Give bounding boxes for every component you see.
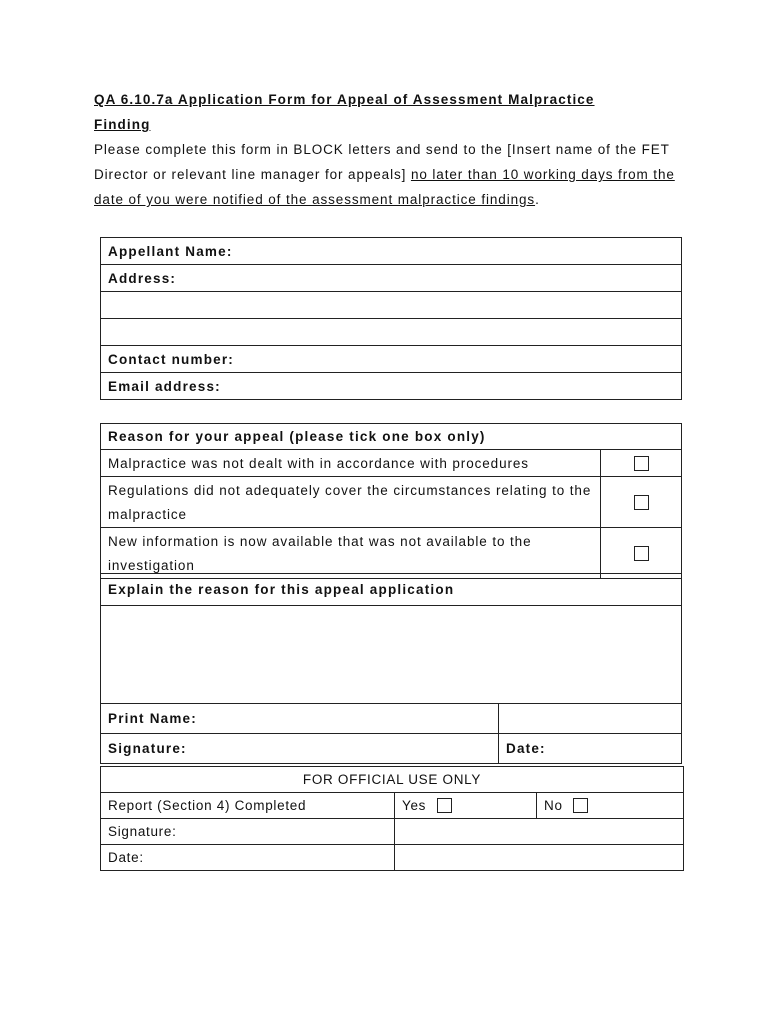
official-date-label: Date: bbox=[101, 845, 395, 871]
report-no-label: No bbox=[544, 797, 563, 813]
form-instructions bbox=[94, 137, 684, 212]
reason-option-1-cell bbox=[601, 450, 682, 477]
reason-option-3-cell bbox=[601, 528, 682, 579]
instructions-text: Please complete this form in BLOCK letters and send to the [Insert name of the FET Director or relevant line manager for appeals] bbox=[94, 142, 670, 182]
official-signature-field[interactable] bbox=[395, 819, 684, 845]
contact-number-field[interactable]: Contact number: bbox=[101, 346, 682, 373]
date-field[interactable]: Date: bbox=[499, 734, 682, 764]
address-line-3[interactable] bbox=[101, 319, 682, 346]
explanation-table bbox=[100, 573, 682, 764]
reason-option-2: Regulations did not adequately cover the circumstances relating to the malpractice bbox=[101, 477, 601, 528]
report-yes-checkbox[interactable] bbox=[437, 798, 452, 813]
print-name-field[interactable]: Print Name: bbox=[101, 704, 499, 734]
report-yes-label: Yes bbox=[402, 797, 427, 813]
reason-option-2-checkbox[interactable] bbox=[634, 495, 649, 510]
email-address-field[interactable]: Email address: bbox=[101, 373, 682, 400]
explanation-text-area[interactable] bbox=[101, 606, 682, 704]
appeal-reason-table bbox=[100, 423, 682, 579]
official-date-field[interactable] bbox=[395, 845, 684, 871]
instructions-deadline: no later than 10 working days from the date of you were notified of the assessment malpractice findings bbox=[94, 167, 675, 207]
form-title: QA 6.10.7a Application Form for Appeal of Assessment Malpractice Finding bbox=[94, 92, 595, 132]
official-signature-label: Signature: bbox=[101, 819, 395, 845]
reason-option-2-cell bbox=[601, 477, 682, 528]
print-name-value[interactable] bbox=[499, 704, 682, 734]
signature-field[interactable]: Signature: bbox=[101, 734, 499, 764]
appellant-name-field[interactable]: Appellant Name: bbox=[101, 238, 682, 265]
appellant-details-table bbox=[100, 237, 682, 400]
explanation-header: Explain the reason for this appeal application bbox=[101, 574, 682, 606]
reason-option-3-checkbox[interactable] bbox=[634, 546, 649, 561]
instructions-end: . bbox=[535, 192, 540, 207]
reason-option-1: Malpractice was not dealt with in accordance with procedures bbox=[101, 450, 601, 477]
official-use-table bbox=[100, 766, 684, 871]
report-no-cell bbox=[537, 793, 684, 819]
report-yes-cell bbox=[395, 793, 537, 819]
appeal-reason-header: Reason for your appeal (please tick one box only) bbox=[101, 424, 682, 450]
reason-option-1-checkbox[interactable] bbox=[634, 456, 649, 471]
address-field[interactable]: Address: bbox=[101, 265, 682, 292]
report-no-checkbox[interactable] bbox=[573, 798, 588, 813]
reason-option-3: New information is now available that was not available to the investigation bbox=[101, 528, 601, 579]
report-completed-label: Report (Section 4) Completed bbox=[101, 793, 395, 819]
address-line-2[interactable] bbox=[101, 292, 682, 319]
official-use-header: FOR OFFICIAL USE ONLY bbox=[101, 767, 684, 793]
